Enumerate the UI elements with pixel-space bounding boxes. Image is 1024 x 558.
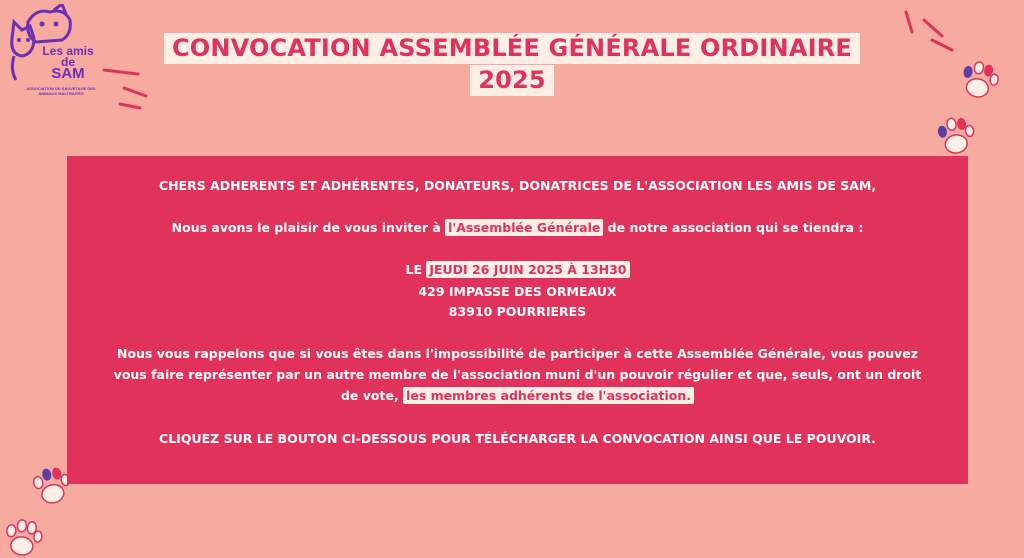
logo-name-line1: Les amis [42, 44, 94, 58]
invite-text-after: de notre association qui se tiendra : [603, 220, 864, 235]
date-prefix: LE [405, 262, 427, 277]
title-line1: CONVOCATION ASSEMBLÉE GÉNÉRALE ORDINAIRE [164, 33, 860, 64]
date-highlight: JEUDI 26 JUIN 2025 À 13H30 [426, 261, 629, 278]
paw-print-icon [0, 512, 46, 558]
invite-text [67, 220, 968, 235]
greeting-text: CHERS ADHERENTS ET ADHÉRENTES, DONATEURS, DONATRICES DE L'ASSOCIATION LES AMIS DE SAM, [158, 178, 877, 193]
cta-text: CLIQUEZ SUR LE BOUTON CI-DESSOUS POUR TÉLÉCHARGER LA CONVOCATION AINSI QUE LE POUVOIR. [159, 431, 876, 446]
reminder-line3-before: de vote, [340, 388, 404, 403]
dash-decoration-left-icon [100, 60, 160, 110]
logo [6, 4, 96, 112]
members-highlight: les membres adhérents de l'association. [403, 387, 694, 404]
paw-print-icon [956, 56, 1002, 102]
logo-subtitle: ASSOCIATION DE SAUVETAGE DES ANIMAUX MALTRAITÉS [26, 86, 96, 96]
page-title [157, 33, 867, 96]
invitation-card [67, 156, 968, 484]
reminder-line1: Nous vous rappelons que si vous êtes dans l'impossibilité de participer à cette Assemblée Générale, vous pouvez [116, 346, 919, 361]
date-line [67, 262, 968, 277]
invite-text-before: Nous avons le plaisir de vous inviter à [171, 220, 446, 235]
address-line2: 83910 POURRIERES [448, 304, 587, 319]
reminder-line3 [67, 388, 968, 403]
assembly-highlight: l'Assemblée Générale [445, 219, 603, 236]
logo-text [42, 44, 94, 82]
address-line1: 429 IMPASSE DES ORMEAUX [418, 284, 617, 299]
logo-name-line2: de [60, 55, 75, 69]
paw-print-icon [932, 112, 978, 158]
reminder-line2: vous faire représenter par un autre membre de l'association muni d'un pouvoir régulier et que, seuls, ont un droit [113, 367, 922, 382]
logo-name-line3: SAM [51, 65, 85, 82]
title-line2: 2025 [470, 65, 554, 96]
dash-decoration-right-icon [886, 6, 956, 56]
